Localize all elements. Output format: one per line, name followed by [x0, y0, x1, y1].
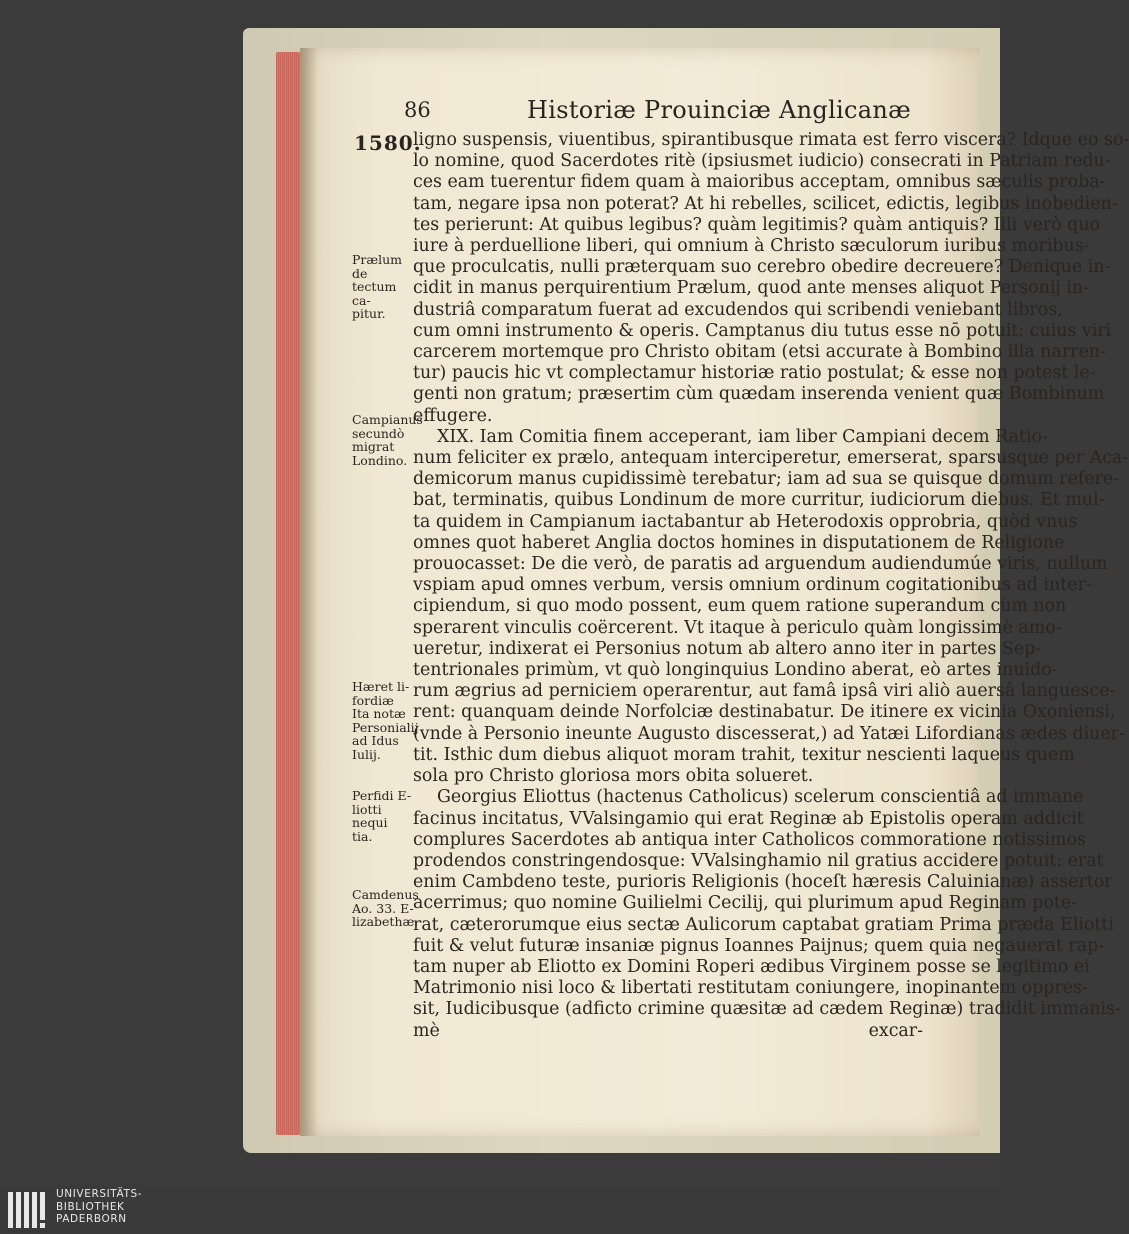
text-line: enim Cambdeno teste, purioris Religionis (hoceſt hæresis Caluinianæ) assertor — [413, 872, 1113, 893]
text-line: complures Sacerdotes ab antiqua inter Catholicos commoratione notissimos — [413, 829, 1086, 850]
text-line: prodendos constringendosque: VValsinghamio nil gratius accidere potuit: erat — [413, 850, 1104, 871]
text-line: rum ægrius ad perniciem operarentur, aut famâ ipsâ viri aliò auersâ languesce- — [413, 681, 1116, 702]
text-line: dustriâ comparatum fuerat ad excudendos qui scribendi veniebant libros, — [413, 299, 1063, 320]
text-line: tam nuper ab Eliotto ex Domini Roperi ædibus Virginem posse se legitimo ei — [413, 956, 1090, 977]
text-line: rat, cæterorumque eius sectæ Aulicorum captabat gratiam Prima præda Eliotti — [413, 914, 1114, 935]
text-line: prouocasset: De die verò, de paratis ad arguendum audiendumúe viris, nullum — [413, 554, 1108, 575]
text-line: ligno suspensis, viuentibus, spirantibusque rimata est ferro viscera? Idque eo so- — [413, 130, 1129, 150]
margin-note: Prælum de tectum ca- pitur. — [352, 252, 403, 321]
text-line: tentrionales primùm, vt quò longinquius Londino aberat, eò artes inuido- — [413, 660, 1058, 681]
margin-note: Camdenus Ao. 33. E- lizabethæ. — [352, 887, 419, 929]
text-line: demicorum manus cupidissimè terebatur; iam ad sua se quisque domum refere- — [413, 469, 1120, 490]
text-line: sperarent vinculis coërcerent. Vt itaque à periculo quàm longissimè amo- — [413, 617, 1062, 638]
text-line: lo nomine, quod Sacerdotes ritè (ipsiusmet iudicio) consecrati in Patriam redu- — [413, 151, 1111, 172]
text-line: tit. Isthic dum diebus aliquot moram trahit, texitur nescienti laqueus quem — [413, 744, 1075, 765]
catchword: mè excar- — [413, 1020, 923, 1041]
page-edges — [276, 52, 300, 1135]
page-number: 86 — [404, 98, 431, 122]
text-line: cipiendum, si quo modo possent, eum quem ratione superandum cùm non — [413, 596, 1067, 617]
text-line: cum omni instrumento & operis. Camptanus diu tutus esse nō potuit: cuius viri — [413, 320, 1112, 341]
page-gutter — [300, 48, 318, 1136]
text-line: tes perierunt: At quibus legibus? quàm legitimis? quàm antiquis? Illi verò quo — [413, 214, 1100, 235]
text-line: Matrimonio nisi loco & libertati restitutam coniungere, inopinantem oppres- — [413, 978, 1088, 999]
margin-note: Campianus secundò migrat Londino. — [352, 412, 423, 468]
text-line: (vnde à Personio ineunte Augusto discesserat,) ad Yatæi Lifordianas ædes diuer- — [413, 723, 1125, 744]
text-line: carcerem mortemque pro Christo obitam (etsi accurate à Bombino illa narren- — [413, 342, 1106, 363]
text-line: facinus incitatus, VValsingamio qui erat Reginæ ab Epistolis operam addicit — [413, 808, 1084, 829]
margin-note: Perfidi E- liotti nequi tia. — [352, 788, 412, 844]
library-logo-icon — [6, 1188, 50, 1232]
text-line: ueretur, indixerat ei Personius notum ab altero anno iter in partes Sep- — [413, 638, 1042, 659]
text-line: tam, negare ipsa non poterat? At hi rebelles, scilicet, edictis, legibus inobedien- — [413, 193, 1118, 214]
text-line: sit, Iudicibusque (adficto crimine quæsitæ ad cædem Reginæ) tradidit immanis- — [413, 999, 1121, 1020]
text-line: acerrimus; quo nomine Guilielmi Cecilij, qui plurimum apud Reginam pote- — [413, 893, 1078, 914]
running-title: Historiæ Prouinciæ Anglicanæ — [527, 96, 911, 124]
text-line: rent: quanquam deinde Norfolciæ destinabatur. De itinere ex vicinia Oxoniensi, — [413, 702, 1116, 723]
text-line: que proculcatis, nulli præterquam suo cerebro obedire decreuere? Denique in- — [413, 257, 1111, 278]
footer-band — [0, 1185, 1000, 1234]
text-line: effugere. — [413, 405, 493, 426]
text-line: genti non gratum; præsertim cùm quædam inserenda venient quæ Bombinum — [413, 384, 1105, 405]
text-line: num feliciter ex prælo, antequam interciperetur, emerserat, sparsusque per Aca- — [413, 448, 1129, 469]
text-line: vspiam apud omnes verbum, versis omnium ordinum cogitationibus ad inter- — [413, 575, 1092, 596]
library-logo-text: UNIVERSITÄTS- BIBLIOTHEK PADERBORN — [56, 1188, 143, 1225]
text-line: ta quidem in Campianum iactabantur ab Heterodoxis opprobria, quòd vnus — [413, 511, 1078, 532]
text-line: tur) paucis hic vt complectamur historiæ ratio postulat; & esse non potest le- — [413, 363, 1096, 384]
text-line: omnes quot haberet Anglia doctos homines in disputationem de Religione — [413, 532, 1065, 553]
text-line: cidit in manus perquirentium Prælum, quod ante menses aliquot Personij in- — [413, 278, 1089, 299]
text-line: Georgius Eliottus (hactenus Catholicus) scelerum conscientiâ ad immane — [437, 787, 1084, 808]
text-line: sola pro Christo gloriosa mors obita solueret. — [413, 766, 814, 787]
text-line: iure à perduellione liberi, qui omnium à Christo sæculorum iuribus moribus- — [413, 236, 1090, 257]
body-text — [413, 130, 1129, 1042]
year-marker: 1580. — [354, 131, 422, 155]
margin-note: Hæret li- fordiæ Ita notæ Personialij ad Idus Iulij. — [352, 679, 419, 762]
text-line: fuit & velut futuræ insaniæ pignus Ioannes Paijnus; quem quia negauerat rap- — [413, 935, 1105, 956]
text-line: bat, terminatis, quibus Londinum de more curritur, iudiciorum diebus. Et mul- — [413, 490, 1105, 511]
text-line: ces eam tuerentur fidem quam à maioribus acceptam, omnibus sæculis proba- — [413, 172, 1106, 193]
text-line: XIX. Iam Comitia finem acceperant, iam liber Campiani decem Ratio- — [437, 426, 1048, 447]
